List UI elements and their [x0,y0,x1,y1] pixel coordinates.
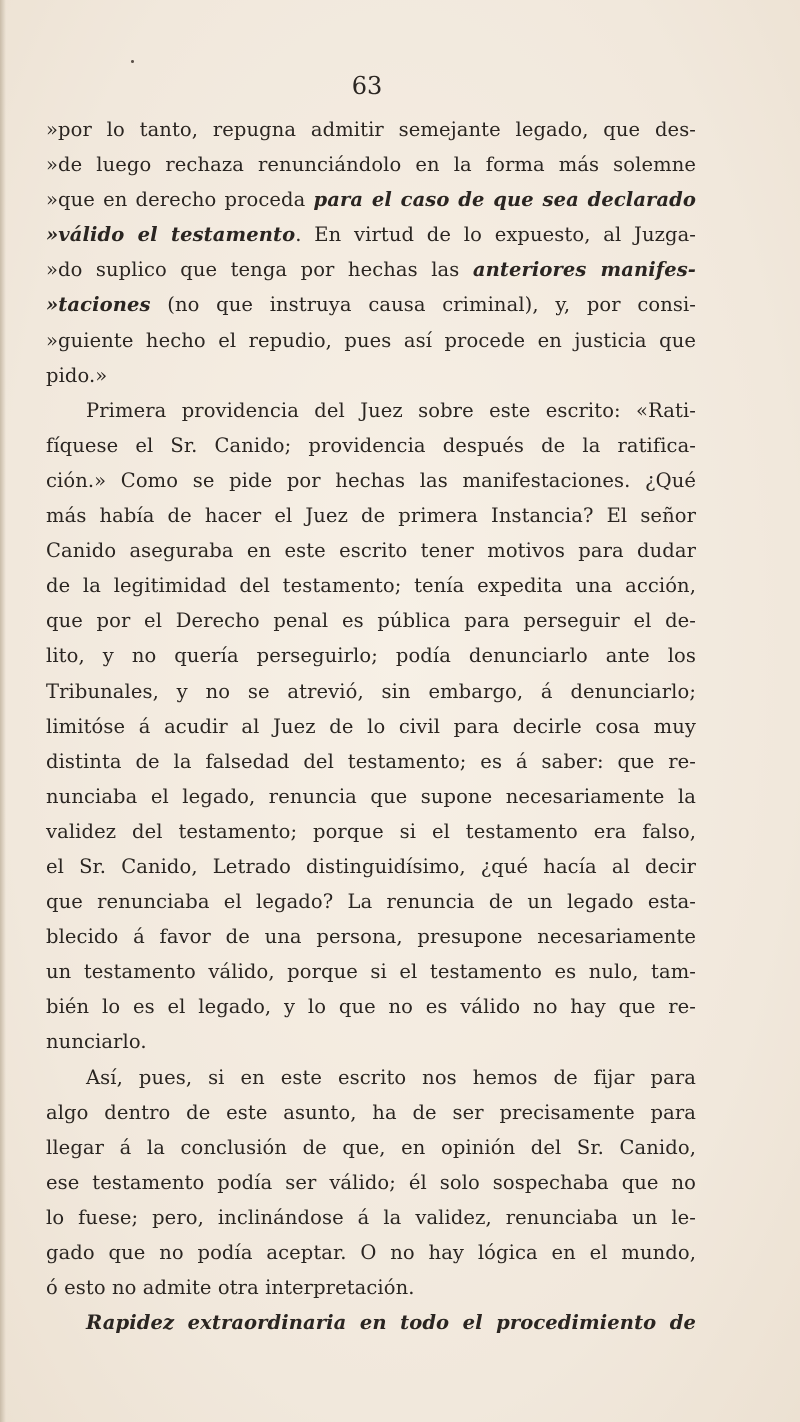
text-span: Tribunales, y no se atrevió, sin embargo, á denunciarlo; [46,679,696,703]
text-span: ó esto no admite otra interpretación. [46,1276,415,1300]
text-line [46,744,696,779]
text-span: nunciaba el legado, renuncia que supone necesariamente la [46,784,696,808]
text-span: pido.» [46,363,108,387]
italic-span: Rapidez extraordinaria en todo el procedimiento de [86,1311,696,1335]
text-line [46,849,696,884]
body-text [46,112,696,1340]
text-line [46,1200,696,1235]
text-span: validez del testamento; porque si el testamento era falso, [46,819,696,843]
text-line [46,217,696,252]
text-span: de la legitimidad del testamento; tenía expedita una acción, [46,574,696,598]
text-span: blecido á favor de una persona, presupone necesariamente [46,925,696,949]
text-span: más había de hacer el Juez de primera Instancia? El señor [46,504,696,528]
page-number: 63 [351,72,383,100]
text-span: que por el Derecho penal es pública para perseguir el de- [46,609,696,633]
text-line [46,112,696,147]
italic-span: »válido el testamento [46,223,296,247]
text-line [46,954,696,989]
ink-speck [131,60,134,63]
text-line [46,428,696,463]
text-span: Primera providencia del Juez sobre este escrito: «Rati- [86,398,696,422]
text-span: »por lo tanto, repugna admitir semejante legado, que des- [46,118,696,141]
text-span: el Sr. Canido, Letrado distinguidísimo, ¿qué hacía al decir [46,854,696,878]
text-span: (no que instruya causa criminal), y, por consi- [150,293,696,317]
page-binding-edge [0,0,6,1422]
text-line [46,709,696,744]
text-span: Canido aseguraba en este escrito tener motivos para dudar [46,539,696,563]
text-line [46,989,696,1024]
text-line [46,147,696,182]
text-line [46,1095,696,1130]
text-line [46,779,696,814]
text-span: »de luego rechaza renunciándolo en la forma más solemne [46,153,696,177]
text-line [46,1235,696,1270]
text-span: que renunciaba el legado? La renuncia de un legado esta- [46,890,696,914]
text-span: algo dentro de este asunto, ha de ser precisamente para [46,1100,696,1124]
text-span: ción.» Como se pide por hechas las manifestaciones. ¿Qué [46,468,696,492]
text-line [46,1305,696,1340]
text-line [46,358,696,393]
text-span: lo fuese; pero, inclinándose á la validez, renunciaba un le- [46,1205,696,1229]
text-span: »guiente hecho el repudio, pues así procede en justicia que [46,328,696,352]
text-span: llegar á la conclusión de que, en opinión del Sr. Canido, [46,1135,696,1159]
text-span: lito, y no quería perseguirlo; podía denunciarlo ante los [46,644,696,668]
text-span: limitóse á acudir al Juez de lo civil para decirle cosa muy [46,714,696,738]
text-line [46,393,696,428]
italic-span: para el caso de que sea declarado [313,188,696,212]
text-span: . En virtud de lo expuesto, al Juzga- [295,223,696,247]
text-span: distinta de la falsedad del testamento; es á saber: que re- [46,749,696,773]
text-line [46,252,696,287]
text-line [46,638,696,673]
text-span: gado que no podía aceptar. O no hay lógica en el mundo, [46,1241,696,1264]
text-span: ese testamento podía ser válido; él solo sospechaba que no [46,1170,696,1194]
text-line [46,533,696,568]
text-span: un testamento válido, porque si el testamento es nulo, tam- [46,960,696,984]
text-line [46,1270,696,1305]
text-line [46,814,696,849]
text-line [46,1060,696,1095]
text-span: fíquese el Sr. Canido; providencia después de la ratifica- [46,433,696,457]
text-line [46,1130,696,1165]
text-line [46,287,696,322]
italic-span: »taciones [46,293,151,317]
text-line [46,919,696,954]
text-line [46,463,696,498]
text-line [46,182,696,217]
text-line [46,884,696,919]
text-span: Así, pues, si en este escrito nos hemos de fijar para [86,1065,696,1089]
text-line [46,498,696,533]
text-line [46,568,696,603]
text-line [46,1024,696,1059]
text-line [46,603,696,638]
text-line [46,323,696,358]
text-span: »do suplico que tenga por hechas las [46,258,473,282]
text-line [46,674,696,709]
text-span: »que en derecho proceda [46,188,314,212]
italic-span: anteriores manifes- [472,258,696,282]
text-span: bién lo es el legado, y lo que no es válido no hay que re- [46,995,696,1019]
text-span: nunciarlo. [46,1030,147,1054]
text-line [46,1165,696,1200]
